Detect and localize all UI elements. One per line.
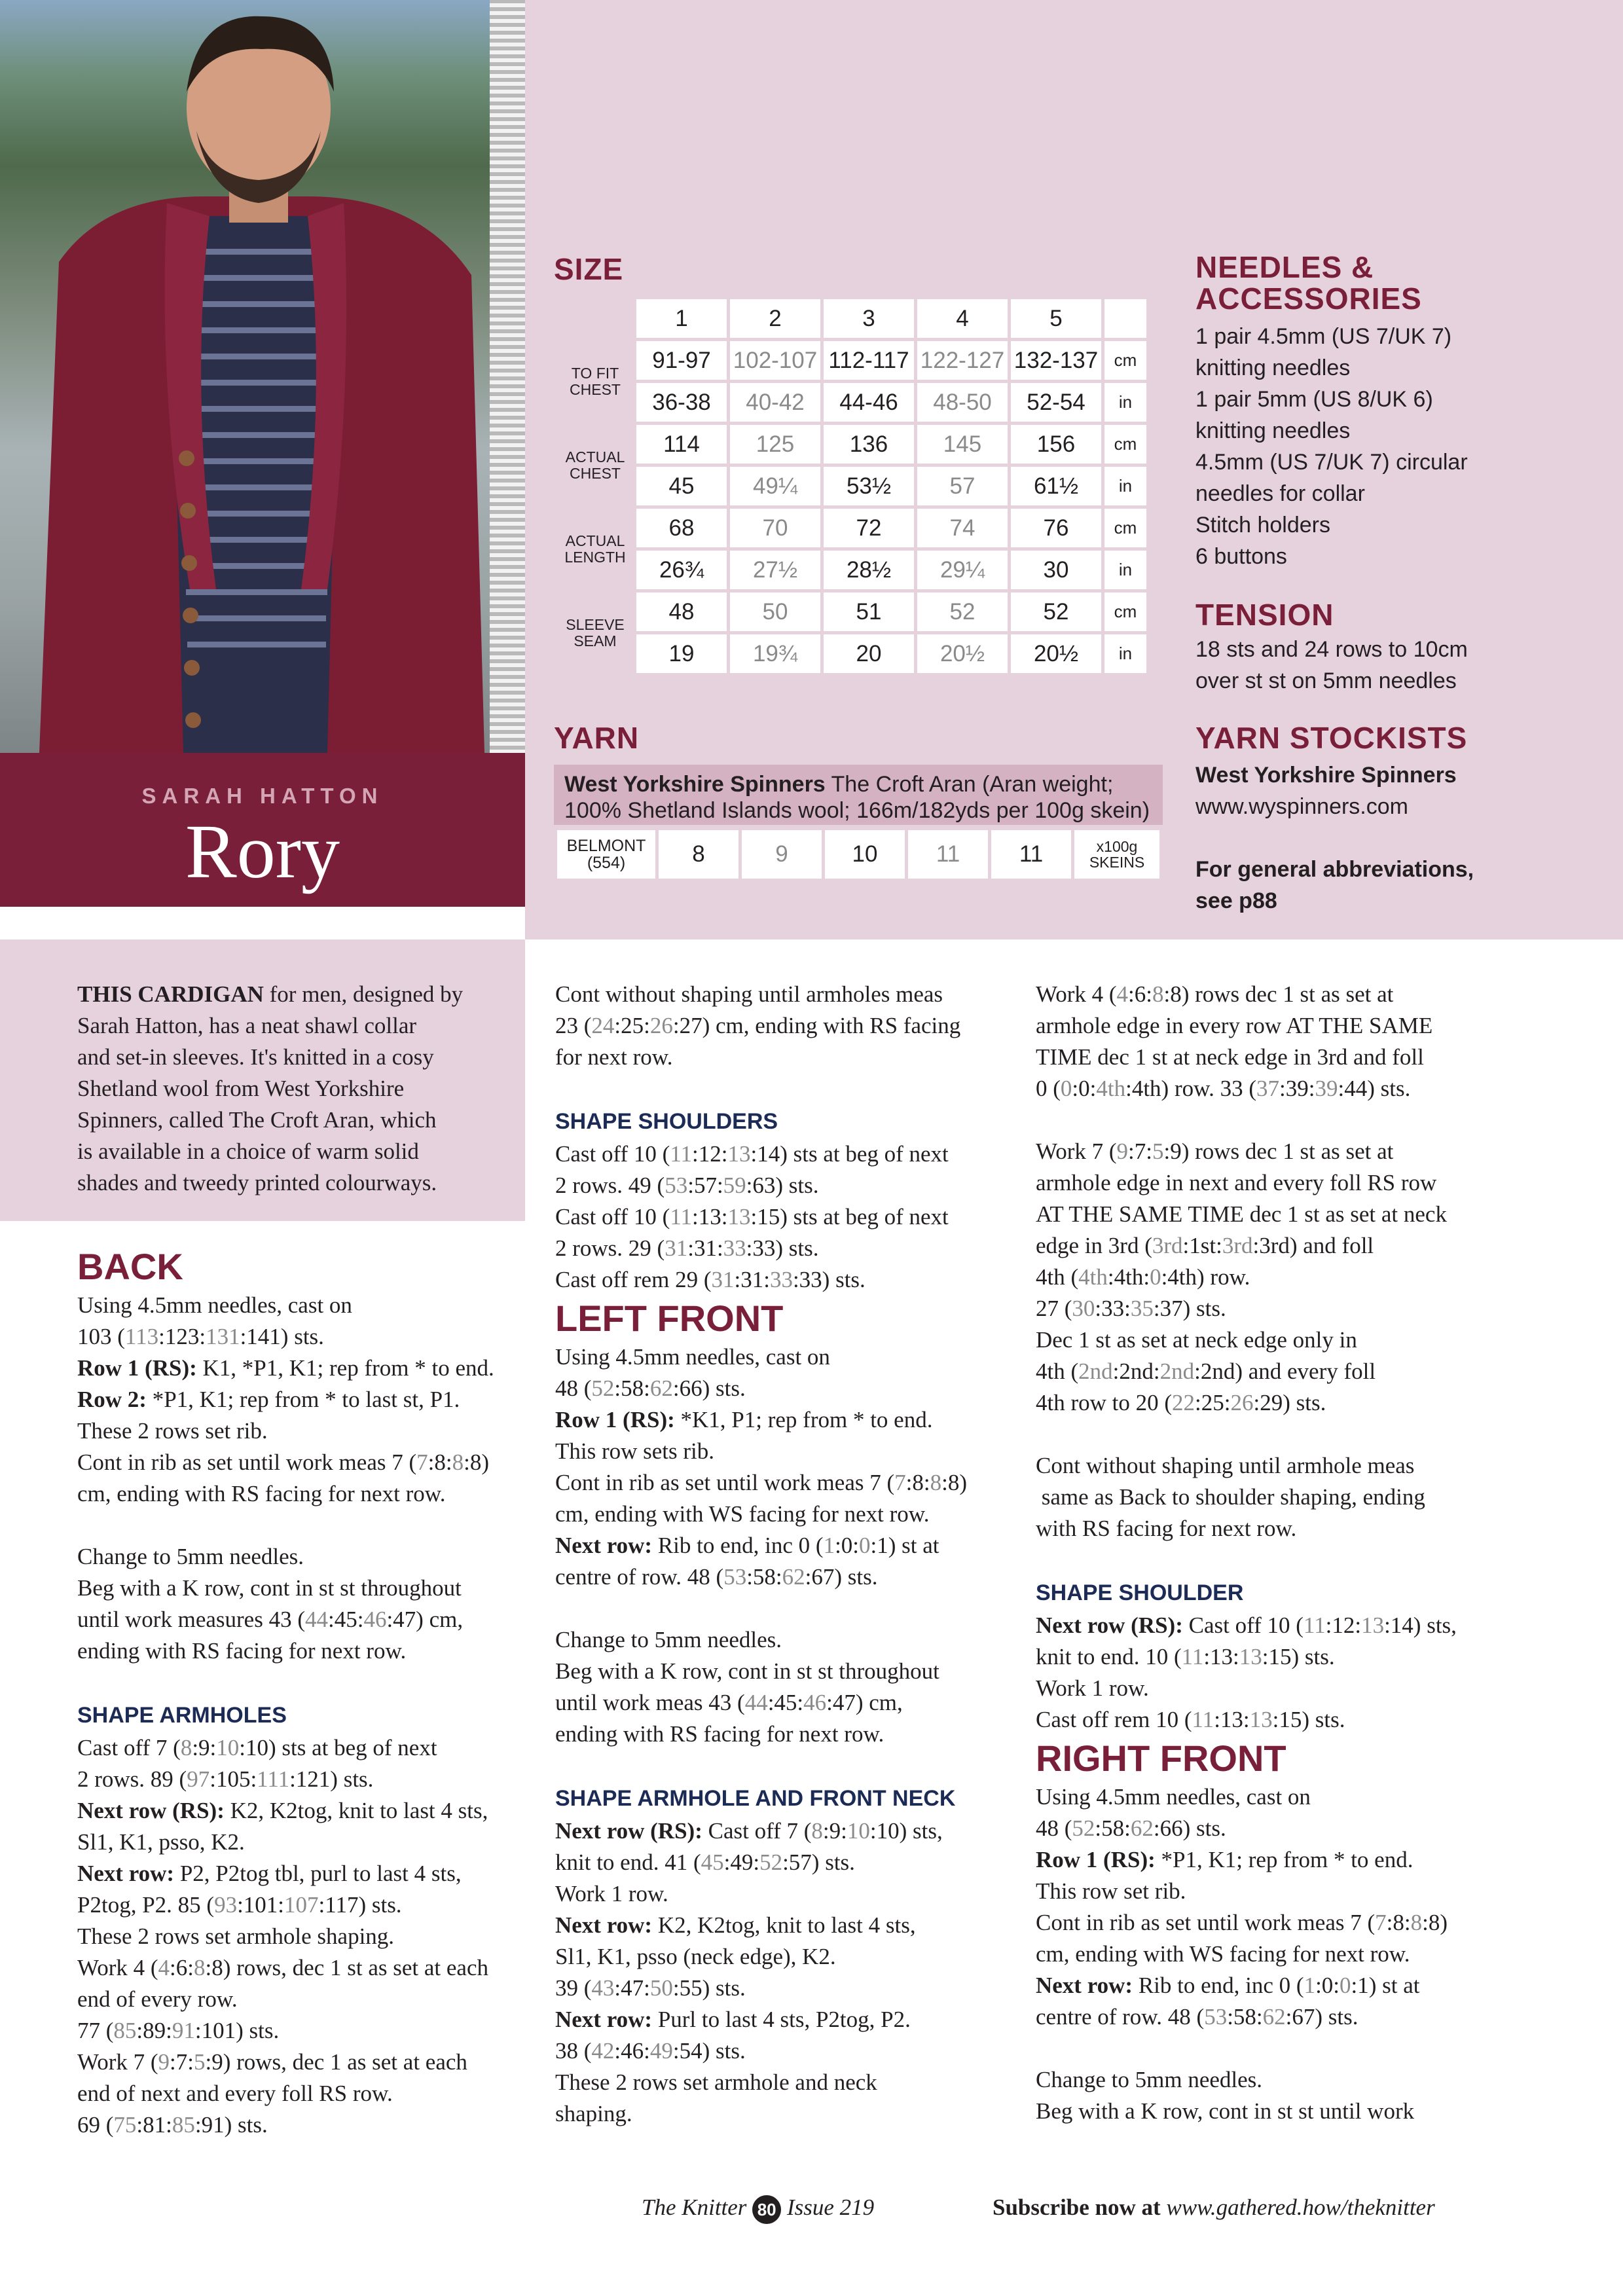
- tension-heading: TENSION: [1195, 598, 1334, 632]
- hero-photo: [0, 0, 525, 753]
- unit-cm: cm: [1104, 592, 1146, 631]
- size-cell: 30: [1011, 551, 1101, 589]
- size-cell: 45: [636, 467, 727, 505]
- size-header: 1: [636, 299, 727, 338]
- yarn-unit: x100g SKEINS: [1074, 830, 1159, 879]
- stockist-url[interactable]: www.wyspinners.com: [1195, 794, 1408, 819]
- size-cell: 26¾: [636, 551, 727, 589]
- section-heading-right-front: RIGHT FRONT: [1036, 1738, 1286, 1779]
- size-cell: 112-117: [824, 341, 914, 380]
- size-cell: 136: [824, 425, 914, 464]
- yarn-qty: 10: [825, 830, 905, 879]
- size-cell: 70: [730, 509, 820, 547]
- size-cell: 19¾: [730, 634, 820, 673]
- subheading-shape-armhole-front-neck: SHAPE ARMHOLE AND FRONT NECK: [555, 1786, 956, 1811]
- size-cell: 102-107: [730, 341, 820, 380]
- yarn-quantity-row: [554, 830, 1163, 879]
- column-right-front: Work 4 (4:6:8:8) rows dec 1 st as set at armhole edge in every row AT THE SAME TIME dec 1 st at neck edge in 3rd and foll 0 (0:0:4th:4th) row. 33 (37:39:39:44) sts. Work 7 (9:7:5:9) rows dec 1 st as set at armhole edge in next and every foll RS row AT THE SAME TIME dec 1 st as set at neck edge in 3rd (3rd:1st:3rd:3rd) and foll 4th (4th:4th:0:4th) row. 27 (30:33:35:37) sts. Dec 1 st as set at neck edge only in 4th (2nd:2nd:2nd:2nd) and every foll 4th row to 20 (22:25:26:29) sts. Cont without shaping until armhole meas same as Back to shoulder shaping, ending with RS facing for next row. SHAPE SHOULDER Next row (RS): Cast off 10 (11:12:13:14) sts, knit to end. 10 (11:13:13:15) sts. Work 1 row. Cast off rem 10 (11:13:13:15) sts. RIGHT FRONT Using 4.5mm needles, cast on 48 (52:58:62:66) sts. Row 1 (RS): *P1, K1; rep from * to end. This row set rib. Cont in rib as set until work meas 7 (7:8:8:8) cm, ending with WS facing for next row. Next row: Rib to end, inc 0 (1:0:0:1) st at centre of row. 48 (53:58:62:67) sts. Change to 5mm needles. Beg with a K row, cont in st st until work: [1036, 979, 1507, 2127]
- yarn-qty: 8: [659, 830, 739, 879]
- stockists-heading: YARN STOCKISTS: [1195, 721, 1468, 755]
- subheading-shape-shoulders: SHAPE SHOULDERS: [555, 1109, 778, 1134]
- size-cell: 74: [917, 509, 1008, 547]
- stockist-name: West Yorkshire Spinners: [1195, 763, 1457, 788]
- size-cell: 61½: [1011, 467, 1101, 505]
- pattern-title: Rory: [185, 809, 340, 894]
- size-cell: 114: [636, 425, 727, 464]
- size-cell: 122-127: [917, 341, 1008, 380]
- size-cell: 145: [917, 425, 1008, 464]
- subheading-shape-shoulder: SHAPE SHOULDER: [1036, 1580, 1244, 1605]
- size-cell: 53½: [824, 467, 914, 505]
- size-row-label: TO FIT CHEST: [557, 341, 633, 422]
- size-header: 5: [1011, 299, 1101, 338]
- stockists-text: West Yorkshire Spinners www.wyspinners.com For general abbreviations, see p88: [1195, 759, 1474, 917]
- size-cell: 76: [1011, 509, 1101, 547]
- unit-in: in: [1104, 634, 1146, 673]
- intro-text: THIS CARDIGAN for men, designed by Sarah Hatton, has a neat shawl collar and set-in sleeves. It's knitted in a cosy Shetland wool from West Yorkshire Spinners, called The Croft Aran, which is available in a choice of warm solid shades and tweedy printed colourways.: [77, 981, 464, 1195]
- unit-in: in: [1104, 467, 1146, 505]
- footer-subscribe: Subscribe now at www.gathered.how/theknitter: [993, 2195, 1435, 2220]
- size-table: [554, 296, 1163, 676]
- yarn-description: West Yorkshire Spinners The Croft Aran (Aran weight; 100% Shetland Islands wool; 166m/182yds per 100g skein): [554, 765, 1163, 825]
- needles-list: [1195, 321, 1468, 572]
- unit-in: in: [1104, 383, 1146, 422]
- subscribe-url[interactable]: www.gathered.how/theknitter: [1166, 2195, 1435, 2220]
- unit-cm: cm: [1104, 341, 1146, 380]
- size-cell: 91-97: [636, 341, 727, 380]
- needles-item: 6 buttons: [1195, 544, 1287, 569]
- unit-cm: cm: [1104, 425, 1146, 464]
- unit-in: in: [1104, 551, 1146, 589]
- size-cell: 29¼: [917, 551, 1008, 589]
- size-cell: 20½: [917, 634, 1008, 673]
- size-row-label: SLEEVE SEAM: [557, 592, 633, 673]
- size-cell: 27½: [730, 551, 820, 589]
- page-number-badge: 80: [752, 2195, 781, 2224]
- size-cell: 36-38: [636, 383, 727, 422]
- needles-heading: NEEDLES & ACCESSORIES: [1195, 250, 1422, 316]
- size-cell: 52-54: [1011, 383, 1101, 422]
- intro-lead: THIS CARDIGAN: [77, 981, 264, 1007]
- size-cell: 49¼: [730, 467, 820, 505]
- size-header: 3: [824, 299, 914, 338]
- size-header: 4: [917, 299, 1008, 338]
- yarn-shade: BELMONT (554): [557, 830, 655, 879]
- size-cell: 132-137: [1011, 341, 1101, 380]
- footer-magazine: The Knitter 80 Issue 219: [642, 2195, 874, 2224]
- size-cell: 50: [730, 592, 820, 631]
- needles-item: 4.5mm (US 7/UK 7) circular: [1195, 450, 1468, 475]
- column-back: BACK Using 4.5mm needles, cast on 103 (113:123:131:141) sts. Row 1 (RS): K1, *P1, K1; rep from * to end. Row 2: *P1, K1; rep from * to last st, P1. These 2 rows set rib. Cont in rib as set until work meas 7 (7:8:8:8) cm, ending with RS facing for next row. Change to 5mm needles. Beg with a K row, cont in st st throughout until work measures 43 (44:45:46:47) cm, ending with RS facing for next row. SHAPE ARMHOLES Cast off 7 (8:9:10:10) sts at beg of next 2 rows. 89 (97:105:111:121) sts. Next row (RS): K2, K2tog, knit to last 4 sts, Sl1, K1, psso, K2. Next row: P2, P2tog tbl, purl to last 4 sts, P2tog, P2. 85 (93:101:107:117) sts. These 2 rows set armhole shaping. Work 4 (4:6:8:8) rows, dec 1 st as set at each end of every row. 77 (85:89:91:101) sts. Work 7 (9:7:5:9) rows, dec 1 as set at each end of next and every foll RS row. 69 (75:81:85:91) sts.: [77, 1244, 529, 2141]
- size-cell: 72: [824, 509, 914, 547]
- yarn-brand: West Yorkshire Spinners: [564, 772, 826, 797]
- size-cell: 68: [636, 509, 727, 547]
- size-row-label: ACTUAL LENGTH: [557, 509, 633, 589]
- needles-item: knitting needles: [1195, 355, 1351, 380]
- size-cell: 52: [917, 592, 1008, 631]
- size-cell: 44-46: [824, 383, 914, 422]
- unit-cm: cm: [1104, 509, 1146, 547]
- subheading-shape-armholes: SHAPE ARMHOLES: [77, 1703, 287, 1728]
- size-cell: 48: [636, 592, 727, 631]
- size-cell: 156: [1011, 425, 1101, 464]
- model-illustration: [0, 0, 525, 753]
- size-cell: 125: [730, 425, 820, 464]
- yarn-qty: 9: [742, 830, 822, 879]
- yarn-qty: 11: [908, 830, 988, 879]
- yarn-heading: YARN: [554, 721, 640, 755]
- tension-text: 18 sts and 24 rows to 10cm over st st on 5mm needles: [1195, 637, 1468, 693]
- size-cell: 19: [636, 634, 727, 673]
- size-cell: 48-50: [917, 383, 1008, 422]
- size-cell: 40-42: [730, 383, 820, 422]
- section-heading-back: BACK: [77, 1246, 183, 1287]
- yarn-qty: 11: [991, 830, 1071, 879]
- size-cell: 57: [917, 467, 1008, 505]
- needles-item: needles for collar: [1195, 481, 1365, 506]
- needles-item: 1 pair 4.5mm (US 7/UK 7): [1195, 324, 1452, 349]
- size-heading: SIZE: [554, 252, 624, 286]
- needles-item: Stitch holders: [1195, 513, 1330, 538]
- section-heading-left-front: LEFT FRONT: [555, 1298, 784, 1339]
- size-cell: 20: [824, 634, 914, 673]
- size-cell: 52: [1011, 592, 1101, 631]
- size-header: 2: [730, 299, 820, 338]
- abbreviations-note: For general abbreviations,: [1195, 857, 1474, 882]
- size-cell: 20½: [1011, 634, 1101, 673]
- column-left-front: Cont without shaping until armholes meas 23 (24:25:26:27) cm, ending with RS facing for next row. SHAPE SHOULDERS Cast off 10 (11:12:13:14) sts at beg of next 2 rows. 49 (53:57:59:63) sts. Cast off 10 (11:13:13:15) sts at beg of next 2 rows. 29 (31:31:33:33) sts. Cast off rem 29 (31:31:33:33) sts. LEFT FRONT Using 4.5mm needles, cast on 48 (52:58:62:66) sts. Row 1 (RS): *K1, P1; rep from * to end. This row sets rib. Cont in rib as set until work meas 7 (7:8:8:8) cm, ending with WS facing for next row. Next row: Rib to end, inc 0 (1:0:0:1) st at centre of row. 48 (53:58:62:67) sts. Change to 5mm needles. Beg with a K row, cont in st st throughout until work meas 43 (44:45:46:47) cm, ending with RS facing for next row. SHAPE ARMHOLE AND FRONT NECK Next row (RS): Cast off 7 (8:9:10:10) sts, knit to end. 41 (45:49:52:57) sts. Work 1 row. Next row: K2, K2tog, knit to last 4 sts, Sl1, K1, psso (neck edge), K2. 39 (43:47:50:55) sts. Next row: Purl to last 4 sts, P2tog, P2. 38 (42:46:49:54) sts. These 2 rows set armhole and neck shaping.: [555, 979, 1013, 2130]
- needles-item: 1 pair 5mm (US 8/UK 6): [1195, 387, 1433, 412]
- size-cell: 51: [824, 592, 914, 631]
- designer-name: SARAH HATTON: [141, 784, 384, 808]
- size-row-label: ACTUAL CHEST: [557, 425, 633, 505]
- needles-item: knitting needles: [1195, 418, 1351, 443]
- size-cell: 28½: [824, 551, 914, 589]
